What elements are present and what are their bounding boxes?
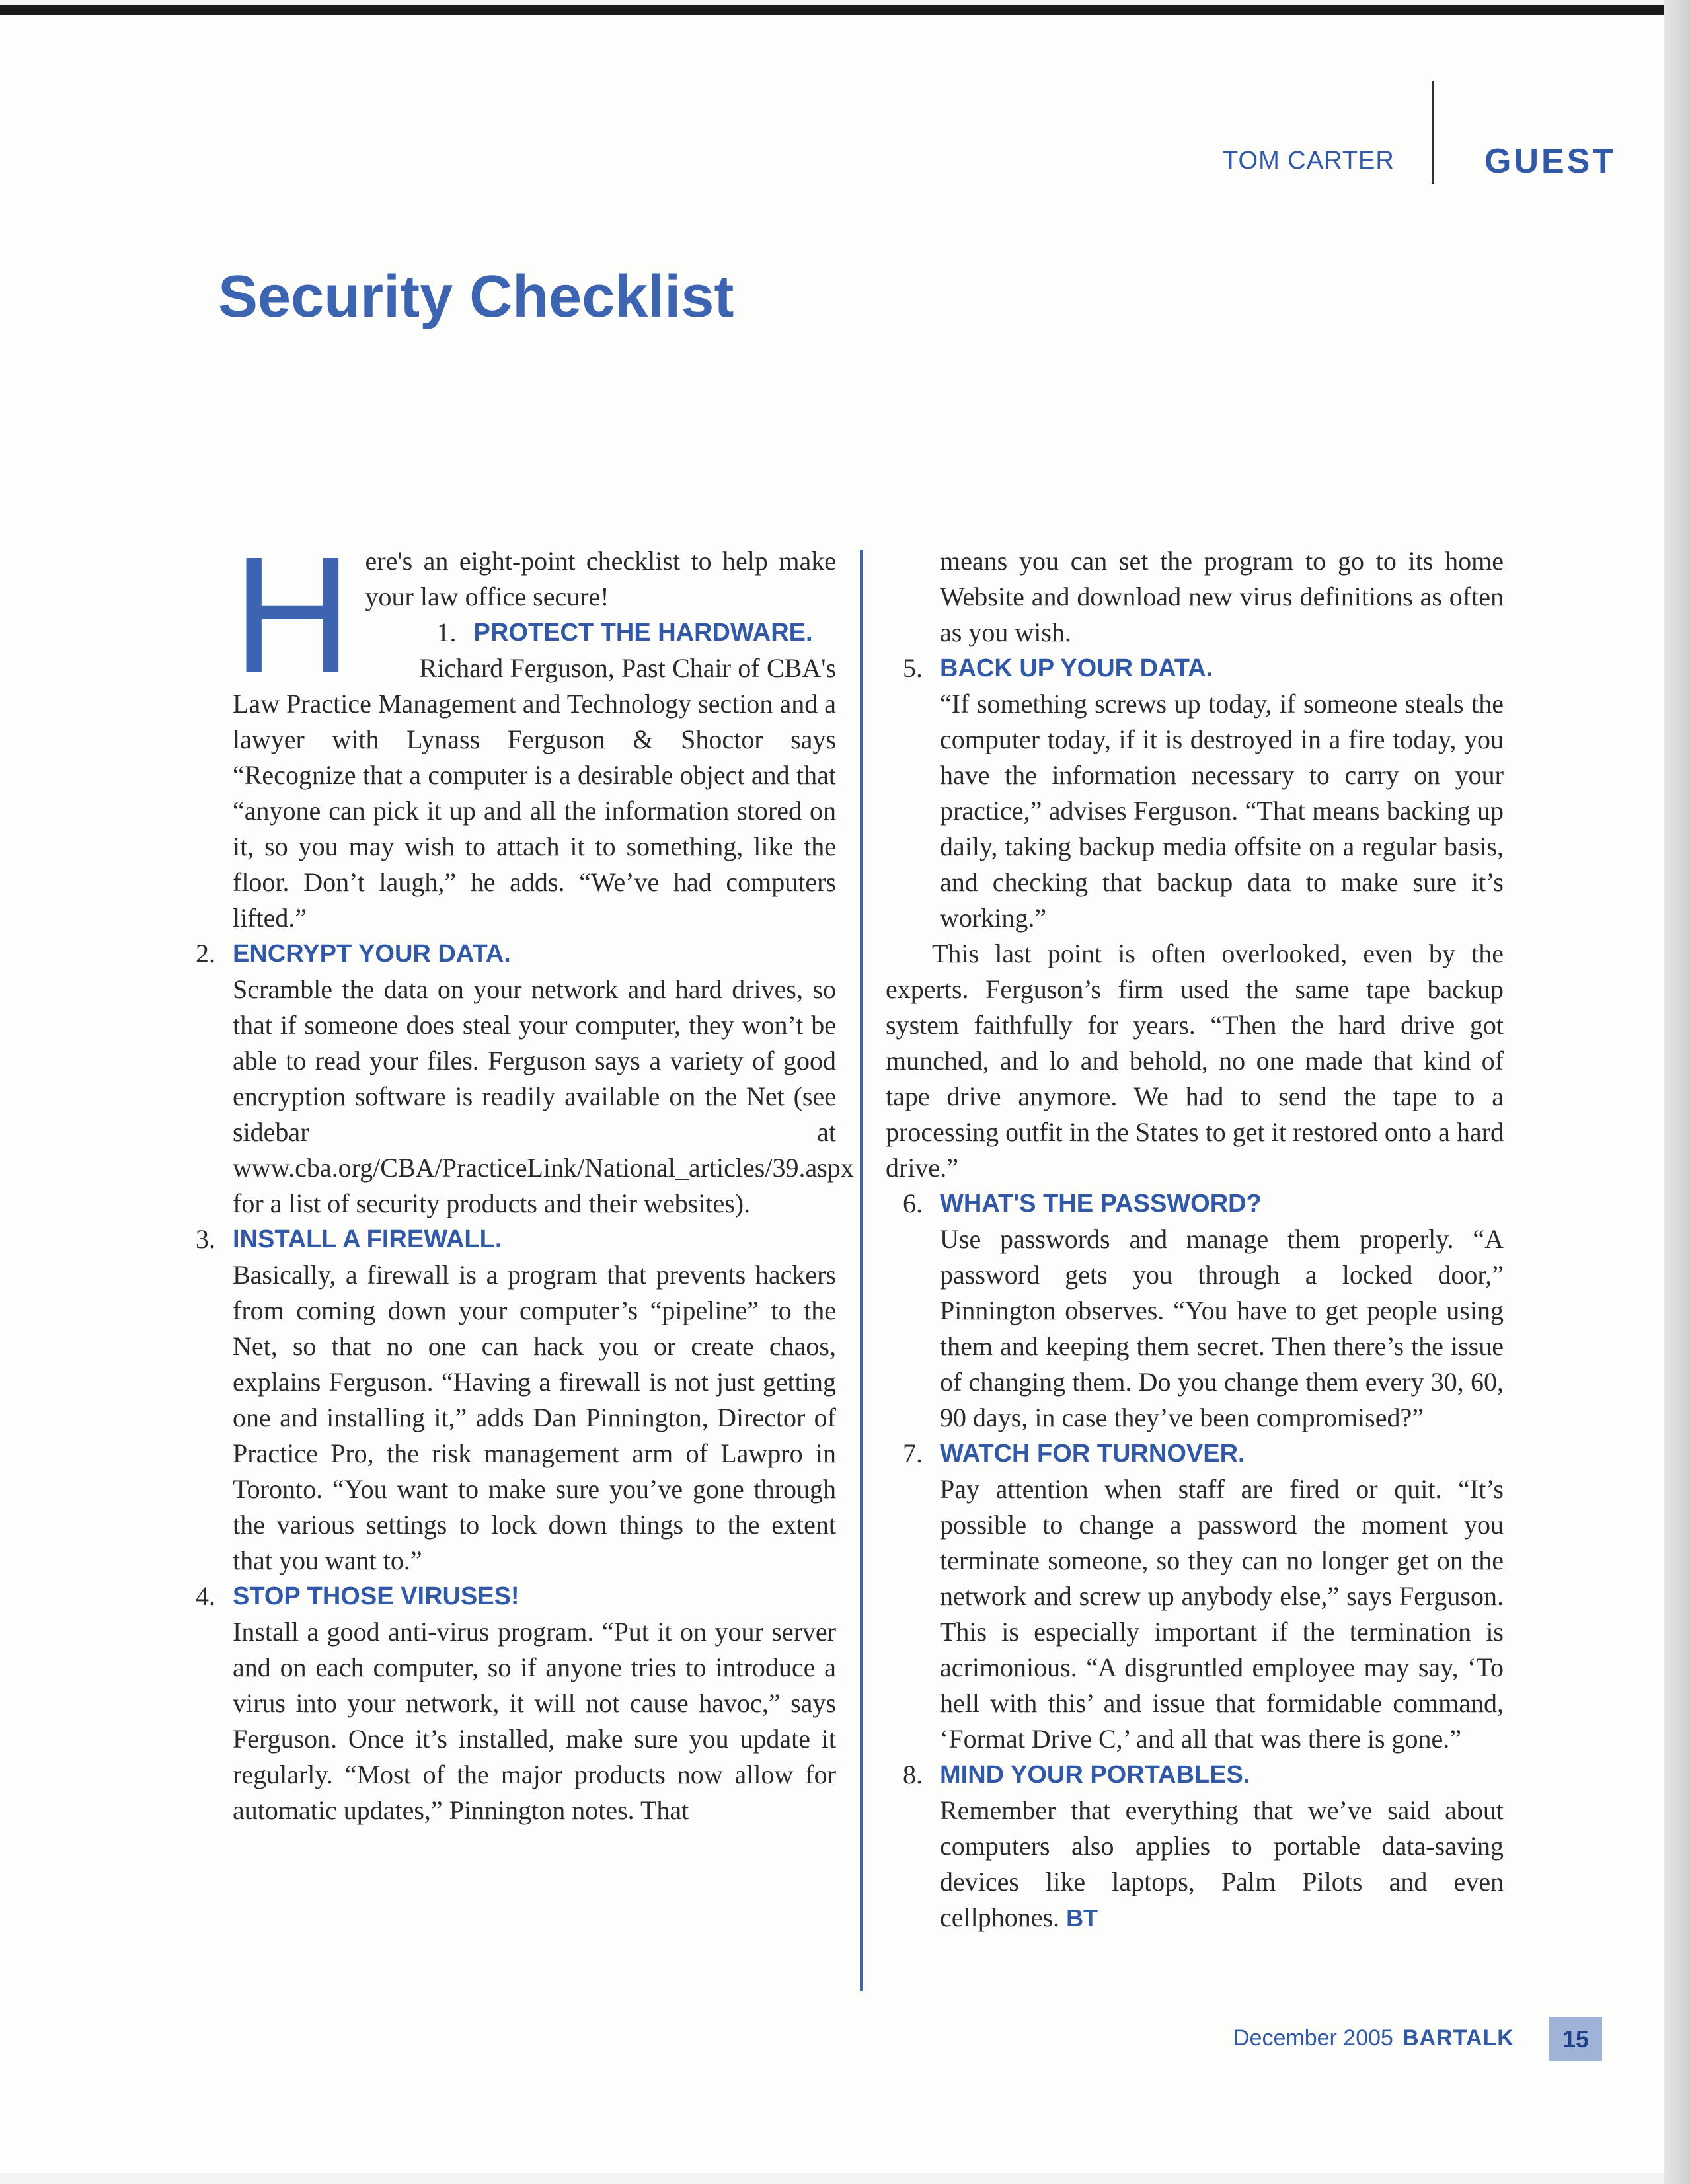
- item-number: 1.: [436, 617, 457, 647]
- item-title: ENCRYPT YOUR DATA.: [233, 940, 511, 968]
- page-edge: [1664, 0, 1690, 2184]
- footer-date: December 2005: [1233, 2025, 1393, 2050]
- intro-text: ere's an eight-point checklist to help make your law office secure!: [365, 546, 836, 611]
- item-body: “If something screws up today, if someone steals the computer today, if it is destroyed in a fire today, you have the information necessary to carry on your practice,” advises Ferguson. “That means backing up daily, taking backup media offsite on a regular basis, and checking that backup data to make sure it’s working.”: [940, 689, 1504, 933]
- item-title: MIND YOUR PORTABLES.: [940, 1761, 1250, 1789]
- item-body: Richard Ferguson, Past Chair of CBA's Law Practice Management and Technology section and a lawyer with Lynass Ferguson & Shoctor says “Recognize that a computer is a desirable object and that “anyone can pick it up and all the information stored on it, so you may wish to attach it to something, like the floor. Don’t laugh,” he adds. “We’ve had computers lifted.”: [233, 653, 836, 933]
- end-sign: BT: [1066, 1904, 1098, 1931]
- item-number: 5.: [903, 653, 923, 683]
- item-heading: [178, 936, 836, 972]
- item-number: 3.: [196, 1224, 215, 1254]
- item-number: 2.: [196, 939, 215, 968]
- item-body: Install a good anti-virus program. “Put it on your server and on each computer, so if anyone tries to introduce a virus into your network, it will not cause havoc,” says Ferguson. Once it’s installed, make sure you update it regularly. “Most of the major products now allow for automatic updates,” Pinnington notes. That: [233, 1617, 836, 1825]
- item-title: PROTECT THE HARDWARE.: [473, 619, 813, 646]
- item-number: 8.: [903, 1760, 923, 1789]
- column-divider: [860, 550, 863, 1991]
- header-divider: [1432, 81, 1434, 184]
- item-followup: This last point is often overlooked, even by the experts. Ferguson’s firm used the same tape backup system faithfully for years. “Then the hard drive got munched, and lo and behold, no one made that kind of tape drive anymore. We had to send the tape to a processing outfit in the States to get it restored onto a hard drive.”: [886, 939, 1504, 1183]
- drop-cap: H: [233, 522, 352, 707]
- footer-magazine: BARTALK: [1402, 2025, 1514, 2050]
- item-heading: [178, 1222, 836, 1257]
- item-title: WHAT'S THE PASSWORD?: [940, 1190, 1262, 1218]
- item-title: INSTALL A FIREWALL.: [233, 1226, 502, 1253]
- item-heading: [365, 615, 836, 650]
- item-body-continued: means you can set the program to go to its home Website and download new virus definitions as often as you wish.: [940, 546, 1504, 647]
- item-body: Pay attention when staff are fired or quit. “It’s possible to change a password the moment you terminate someone, so they can no longer get on the network and screw up anybody else,” says Ferguson. This is especially important if the termination is acrimonious. “A disgruntled employee may say, ‘To hell with this’ and issue that formidable command, ‘Format Drive C,’ and all that was there is gone.”: [940, 1474, 1504, 1754]
- item-body: Scramble the data on your network and hard drives, so that if someone does steal your computer, they won’t be able to read your files. Ferguson says a variety of good encryption software is readily available on the Net (see sidebar at www.cba.org/CBA/PracticeLink/National_articles/39.aspx for a list of security products and their websites).: [233, 974, 854, 1218]
- item-heading: [178, 1579, 836, 1614]
- top-rule: [0, 5, 1690, 15]
- page-number: 15: [1549, 2017, 1602, 2061]
- header-author: TOM CARTER: [1223, 147, 1395, 175]
- column-left: [196, 522, 854, 1828]
- item-body: Use passwords and manage them properly. “A password gets you through a locked door,” Pinnington observes. “You have to get people using them and keeping them secret. Then there’s the issue of changing them. Do you change them every 30, 60, 90 days, in case they’ve been compromised?”: [940, 1224, 1504, 1432]
- item-number: 7.: [903, 1438, 923, 1468]
- page-title: Security Checklist: [218, 264, 734, 330]
- item-body: Basically, a firewall is a program that prevents hackers from coming down your computer’s “pipeline” to the Net, so that no one can hack you or create chaos, explains Ferguson. “Having a firewall is not just getting one and installing it,” adds Dan Pinnington, Director of Practice Pro, the risk management arm of Lawpro in Toronto. “You want to make sure you’ve gone through the various settings to lock down things to the extent that you want to.”: [233, 1260, 836, 1575]
- item-heading: [886, 1436, 1504, 1471]
- item-title: WATCH FOR TURNOVER.: [940, 1440, 1245, 1467]
- header-section: GUEST: [1484, 142, 1617, 180]
- item-title: BACK UP YOUR DATA.: [940, 654, 1213, 682]
- item-number: 4.: [196, 1581, 215, 1611]
- item-heading: [886, 650, 1504, 686]
- column-right: [886, 543, 1504, 1936]
- item-body: [886, 1793, 1504, 1936]
- item-title: STOP THOSE VIRUSES!: [233, 1582, 519, 1610]
- item-heading: [886, 1186, 1504, 1222]
- item-number: 6.: [903, 1189, 923, 1218]
- item-body-text: Remember that everything that we’ve said about computers also applies to portable data-saving devices like laptops, Palm Pilots and even cellphones.: [940, 1795, 1504, 1932]
- item-heading: [886, 1757, 1504, 1793]
